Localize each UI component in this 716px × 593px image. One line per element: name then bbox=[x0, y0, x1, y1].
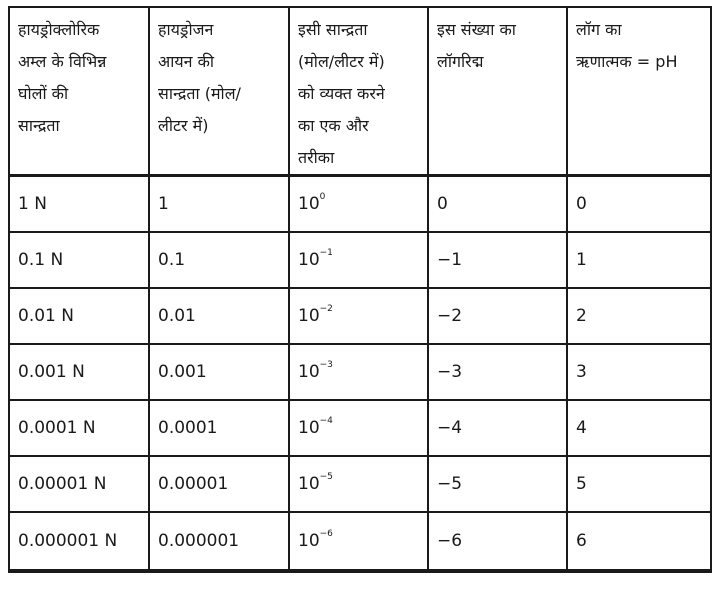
log-cell: 0 bbox=[428, 176, 567, 233]
header-line: का एक और bbox=[298, 116, 369, 135]
ph-table bbox=[8, 6, 712, 573]
header-line: अम्ल के विभिन्न bbox=[18, 52, 107, 71]
power-cell bbox=[289, 232, 428, 288]
power-exponent: −5 bbox=[319, 472, 333, 483]
ph-cell: 1 bbox=[567, 232, 711, 288]
power-base: 10 bbox=[298, 362, 320, 382]
header-line: आयन की bbox=[158, 52, 215, 71]
power-cell bbox=[289, 344, 428, 400]
log-cell: −6 bbox=[428, 512, 567, 571]
concentration-cell: 0.0001 bbox=[149, 400, 289, 456]
concentration-cell: 0.000001 bbox=[149, 512, 289, 571]
ph-cell: 3 bbox=[567, 344, 711, 400]
log-cell: −5 bbox=[428, 456, 567, 512]
power-cell bbox=[289, 456, 428, 512]
header-line: लीटर में) bbox=[158, 116, 209, 135]
power-cell bbox=[289, 400, 428, 456]
power-cell bbox=[289, 176, 428, 233]
table-body bbox=[9, 7, 711, 571]
ph-cell: 2 bbox=[567, 288, 711, 344]
ph-cell: 5 bbox=[567, 456, 711, 512]
header-cell-power-form bbox=[289, 7, 428, 176]
header-line: सान्द्रता (मोल/ bbox=[158, 84, 241, 103]
ph-cell: 0 bbox=[567, 176, 711, 233]
log-cell: −4 bbox=[428, 400, 567, 456]
header-line: घोलों की bbox=[18, 84, 69, 103]
header-line: इसी सान्द्रता bbox=[298, 20, 368, 39]
concentration-cell: 0.001 bbox=[149, 344, 289, 400]
header-line: हायड्रोजन bbox=[158, 20, 214, 39]
table-row bbox=[9, 512, 711, 571]
table-row bbox=[9, 176, 711, 233]
concentration-cell: 0.1 bbox=[149, 232, 289, 288]
header-line: सान्द्रता bbox=[18, 116, 60, 135]
power-exponent: 0 bbox=[319, 192, 326, 203]
header-line: तरीका bbox=[298, 148, 335, 167]
table-row bbox=[9, 400, 711, 456]
power-base: 10 bbox=[298, 194, 320, 214]
power-base: 10 bbox=[298, 306, 320, 326]
header-line: को व्यक्त करने bbox=[298, 84, 385, 103]
power-cell bbox=[289, 512, 428, 571]
header-cell-ph bbox=[567, 7, 711, 176]
header-line: लॉग का bbox=[576, 20, 622, 39]
log-cell: −3 bbox=[428, 344, 567, 400]
header-cell-solution bbox=[9, 7, 149, 176]
header-row bbox=[9, 7, 711, 176]
solution-cell: 0.00001 N bbox=[9, 456, 149, 512]
header-line: ऋणात्मक = pH bbox=[576, 52, 678, 71]
table-row bbox=[9, 344, 711, 400]
ph-cell: 4 bbox=[567, 400, 711, 456]
power-base: 10 bbox=[298, 474, 320, 494]
concentration-cell: 0.00001 bbox=[149, 456, 289, 512]
power-base: 10 bbox=[298, 418, 320, 438]
concentration-cell: 0.01 bbox=[149, 288, 289, 344]
power-cell bbox=[289, 288, 428, 344]
solution-cell: 0.0001 N bbox=[9, 400, 149, 456]
power-exponent: −4 bbox=[319, 416, 333, 427]
concentration-cell: 1 bbox=[149, 176, 289, 233]
solution-cell: 0.01 N bbox=[9, 288, 149, 344]
log-cell: −2 bbox=[428, 288, 567, 344]
log-cell: −1 bbox=[428, 232, 567, 288]
solution-cell: 0.000001 N bbox=[9, 512, 149, 571]
solution-cell: 0.001 N bbox=[9, 344, 149, 400]
header-line: हायड्रोक्लोरिक bbox=[18, 20, 100, 39]
header-cell-log bbox=[428, 7, 567, 176]
power-exponent: −2 bbox=[319, 304, 333, 315]
table-row bbox=[9, 456, 711, 512]
power-exponent: −1 bbox=[319, 248, 333, 259]
solution-cell: 1 N bbox=[9, 176, 149, 233]
power-base: 10 bbox=[298, 531, 320, 551]
ph-cell: 6 bbox=[567, 512, 711, 571]
power-exponent: −3 bbox=[319, 360, 333, 371]
header-line: (मोल/लीटर में) bbox=[298, 52, 385, 71]
header-cell-concentration bbox=[149, 7, 289, 176]
power-exponent: −6 bbox=[319, 529, 333, 540]
power-base: 10 bbox=[298, 250, 320, 270]
table-row bbox=[9, 288, 711, 344]
header-line: लॉगरिद्म bbox=[437, 52, 484, 71]
header-line: इस संख्या का bbox=[437, 20, 516, 39]
solution-cell: 0.1 N bbox=[9, 232, 149, 288]
table-row bbox=[9, 232, 711, 288]
